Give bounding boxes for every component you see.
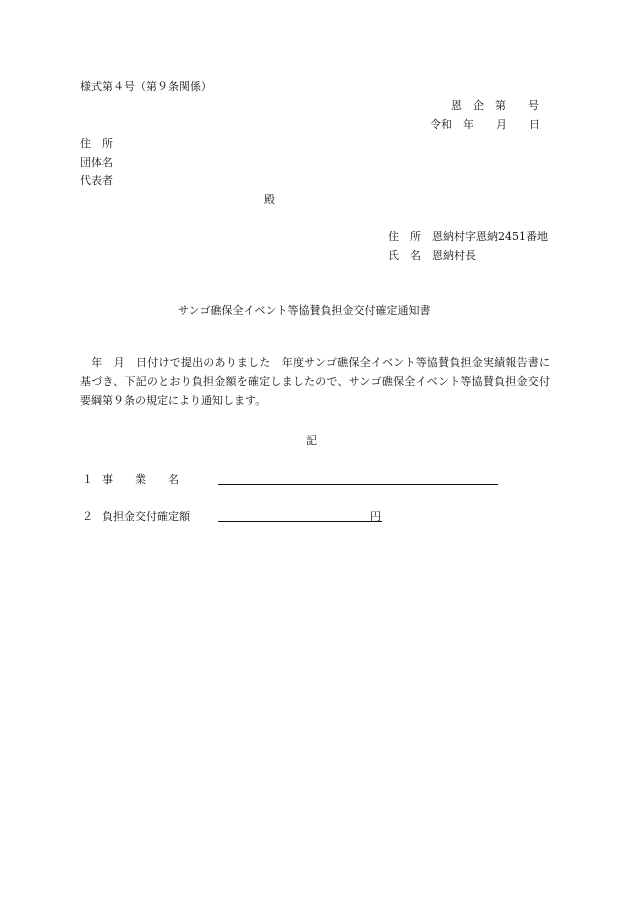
sender-address: 住 所 恩納村字恩納2451番地 — [388, 230, 548, 243]
body-paragraph: 年 月 日付けで提出のありました 年度サンゴ礁保全イベント等協賛負担金実績報告書に基づき、下記のとおり負担金額を確定しましたので、サンゴ礁保全イベント等協賛負担金交付要綱第９条の規定により通知します。 — [80, 356, 550, 407]
recipient-honorific: 殿 — [264, 193, 275, 206]
project-name-blank-line — [218, 484, 498, 485]
ki-heading: 記 — [306, 434, 317, 447]
currency-unit: 円 — [370, 510, 381, 523]
item-number: ２ — [82, 510, 93, 523]
document-title: サンゴ礁保全イベント等協賛負担金交付確定通知書 — [178, 304, 431, 317]
sender-name: 氏 名 恩納村長 — [388, 249, 476, 262]
recipient-address-label: 住 所 — [80, 137, 113, 150]
item-number: １ — [82, 473, 93, 486]
document-number: 恩 企 第 号 — [451, 99, 539, 112]
recipient-organization-label: 団体名 — [80, 156, 113, 169]
item-label-project-name: 事 業 名 — [102, 473, 179, 486]
recipient-representative-label: 代表者 — [80, 174, 113, 187]
item-label-confirmed-amount: 負担金交付確定額 — [102, 510, 190, 523]
document-date: 令和 年 月 日 — [430, 118, 540, 131]
form-number: 様式第４号（第９条関係） — [80, 80, 212, 93]
amount-blank-line — [218, 521, 382, 522]
